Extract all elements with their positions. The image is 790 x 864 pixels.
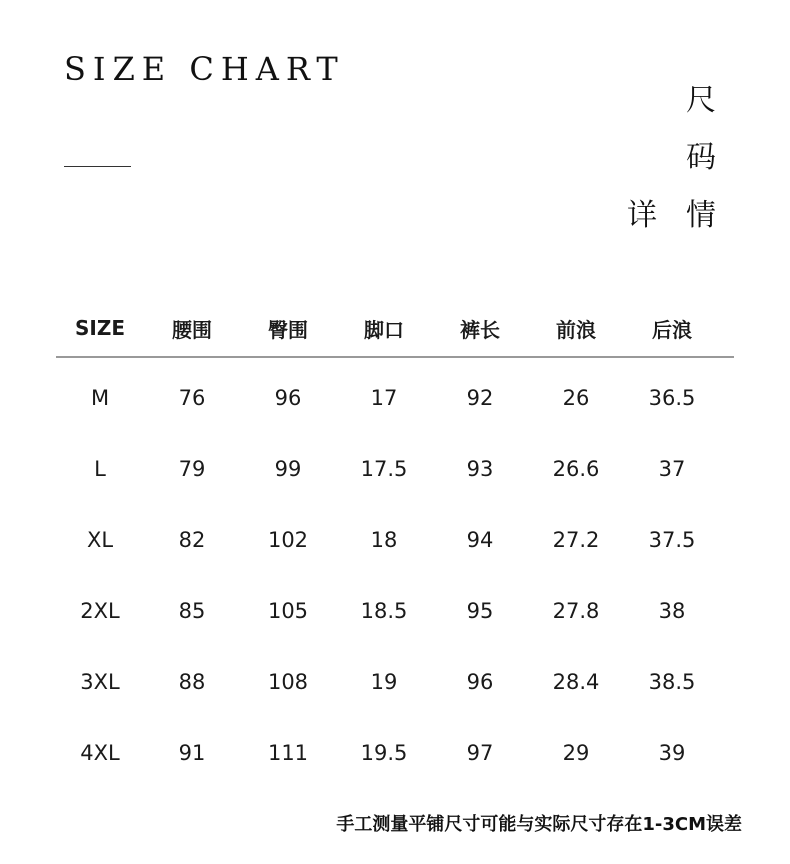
cell-hip: 99 (274, 456, 302, 481)
side-label-char-1: 尺 (686, 83, 716, 118)
header-front-rise: 前浪 (556, 317, 596, 342)
cell-size: 2XL (80, 598, 120, 623)
cell-waist: 88 (178, 669, 206, 694)
table-header-row (56, 300, 734, 358)
cell-back-rise: 38 (658, 598, 686, 623)
cell-front-rise: 26 (562, 385, 590, 410)
table-row (56, 362, 734, 433)
cell-waist: 85 (178, 598, 206, 623)
table-row (56, 717, 734, 788)
table-row (56, 433, 734, 504)
cell-hip: 105 (267, 598, 309, 623)
cell-front-rise: 27.2 (552, 527, 600, 552)
cell-length: 93 (466, 456, 494, 481)
cell-length: 96 (466, 669, 494, 694)
header-leg-opening: 脚口 (364, 317, 404, 342)
side-label-char-2: 码 (686, 140, 716, 175)
cell-size: L (94, 456, 106, 481)
title-underline (64, 166, 131, 167)
cell-size: M (90, 385, 110, 410)
cell-back-rise: 36.5 (648, 385, 696, 410)
side-label-char-3: 详 (627, 198, 657, 233)
cell-front-rise: 29 (562, 740, 590, 765)
cell-leg-opening: 19 (370, 669, 398, 694)
cell-front-rise: 26.6 (552, 456, 600, 481)
table-row (56, 646, 734, 717)
cell-waist: 82 (178, 527, 206, 552)
cell-waist: 76 (178, 385, 206, 410)
size-chart-title: SIZE CHART (64, 50, 345, 88)
cell-length: 95 (466, 598, 494, 623)
cell-size: 4XL (80, 740, 120, 765)
cell-hip: 108 (267, 669, 309, 694)
header-back-rise: 后浪 (652, 317, 692, 342)
cell-leg-opening: 19.5 (360, 740, 408, 765)
cell-hip: 111 (267, 740, 309, 765)
header-length: 裤长 (460, 317, 500, 342)
cell-front-rise: 27.8 (552, 598, 600, 623)
table-row (56, 504, 734, 575)
cell-leg-opening: 17.5 (360, 456, 408, 481)
header-waist: 腰围 (172, 317, 212, 342)
cell-hip: 96 (274, 385, 302, 410)
cell-length: 97 (466, 740, 494, 765)
cell-size: 3XL (80, 669, 120, 694)
cell-back-rise: 38.5 (648, 669, 696, 694)
cell-length: 92 (466, 385, 494, 410)
header-hip: 臀围 (268, 317, 308, 342)
side-label-char-4: 情 (686, 198, 716, 233)
cell-back-rise: 39 (658, 740, 686, 765)
cell-back-rise: 37 (658, 456, 686, 481)
cell-waist: 79 (178, 456, 206, 481)
header-size: SIZE (74, 316, 125, 340)
cell-leg-opening: 18 (370, 527, 398, 552)
measurement-note: 手工测量平铺尺寸可能与实际尺寸存在1-3CM误差 (336, 814, 742, 835)
table-body (56, 362, 734, 788)
cell-size: XL (86, 527, 114, 552)
cell-leg-opening: 17 (370, 385, 398, 410)
cell-length: 94 (466, 527, 494, 552)
size-table (56, 300, 734, 788)
table-row (56, 575, 734, 646)
cell-front-rise: 28.4 (552, 669, 600, 694)
cell-leg-opening: 18.5 (360, 598, 408, 623)
cell-hip: 102 (267, 527, 309, 552)
cell-back-rise: 37.5 (648, 527, 696, 552)
cell-waist: 91 (178, 740, 206, 765)
